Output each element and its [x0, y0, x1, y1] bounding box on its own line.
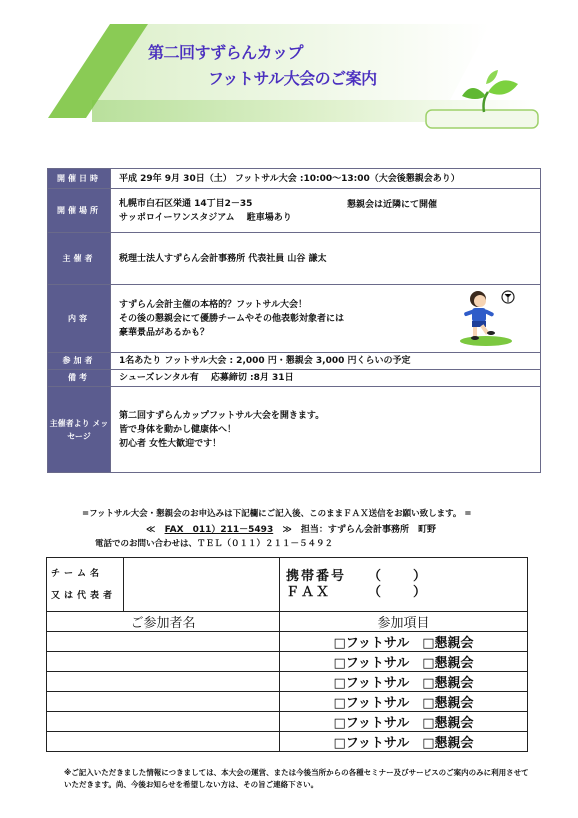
- fax-contact-line: [146, 522, 436, 535]
- party-checkbox[interactable]: □懇親会: [422, 636, 474, 651]
- value-venue: [111, 189, 541, 233]
- participant-row: [47, 692, 528, 712]
- title-line-1: 第二回すずらんカップ: [148, 43, 304, 62]
- message-line-1: 第二回すずらんカップフットサル大会を開きます。: [119, 410, 325, 421]
- participation-options: [280, 692, 528, 712]
- content-line-2: その後の懇親会にて優勝チームやその他表彰対象者には: [119, 313, 345, 324]
- label-remarks: 備考: [48, 370, 111, 387]
- message-line-3: 初心者 女性大歓迎です！: [119, 438, 222, 449]
- value-organizer: 税理士法人すずらん会計事務所 代表社員 山谷 謙太: [111, 233, 541, 285]
- participant-name-field[interactable]: [47, 672, 280, 692]
- contact-person: 担当：すずらん会計事務所 町野: [300, 525, 437, 535]
- party-checkbox[interactable]: □懇親会: [422, 716, 474, 731]
- fax-paren: （ ）: [368, 584, 429, 600]
- participant-header: ご参加者名: [47, 612, 280, 632]
- message-line-2: 皆で身体を動かし健康体へ！: [119, 424, 237, 435]
- label-message: 主催者より メッセージ: [48, 387, 111, 473]
- team-label: [47, 558, 124, 612]
- bracket-open: ≪: [146, 525, 156, 535]
- label-venue: 開催場所: [48, 189, 111, 233]
- futsal-checkbox[interactable]: □フットサル: [333, 696, 410, 711]
- futsal-checkbox[interactable]: □フットサル: [333, 676, 410, 691]
- party-checkbox[interactable]: □懇親会: [422, 656, 474, 671]
- soccer-girl-illustration: [456, 287, 520, 347]
- sprout-icon: [422, 70, 542, 132]
- futsal-checkbox[interactable]: □フットサル: [333, 716, 410, 731]
- venue-side-note: 懇親会は近隣にて開催: [347, 200, 438, 210]
- label-content: 内容: [48, 285, 111, 353]
- participant-row: [47, 732, 528, 752]
- team-label-line-1: チーム名: [51, 568, 104, 579]
- participant-name-field[interactable]: [47, 632, 280, 652]
- team-label-line-2: 又は代表者: [51, 590, 117, 601]
- participant-row: [47, 632, 528, 652]
- fax-number: FAX 011）211－5493: [164, 525, 274, 535]
- venue-stadium: サッポロイーワンスタジアム 駐車場あり: [119, 212, 292, 223]
- participant-name-field[interactable]: [47, 712, 280, 732]
- participation-options: [280, 732, 528, 752]
- phone-inquiry: 電話でのお問い合わせは、ＴＥＬ（０１１）２１１－５４９２: [95, 539, 334, 549]
- participant-name-field[interactable]: [47, 692, 280, 712]
- content-line-1: すずらん会計主催の本格的？フットサル大会！: [119, 299, 308, 310]
- participant-row: [47, 712, 528, 732]
- futsal-checkbox[interactable]: □フットサル: [333, 636, 410, 651]
- team-name-field[interactable]: [124, 558, 280, 612]
- privacy-footer-note: ※ご記入いただきました情報につきましては、本大会の運営、または今後当所からの各種セミナー及びサービスのご案内のみに利用させていただきます。尚、今後お知らせを希望しない方は、その旨ご連絡下さい。: [64, 768, 529, 789]
- participation-options: [280, 632, 528, 652]
- application-note: =フットサル大会・懇親会のお申込みは下記欄にご記入後、このままＦＡＸ送信をお願い致します。 =: [82, 509, 472, 519]
- party-checkbox[interactable]: □懇親会: [422, 696, 474, 711]
- value-date: 平成 29年 9月 30日（土） フットサル大会 :10:00～13:00（大会後懇親会あり）: [111, 169, 541, 189]
- items-header: 参加項目: [280, 612, 528, 632]
- futsal-checkbox[interactable]: □フットサル: [333, 736, 410, 751]
- participant-row: [47, 672, 528, 692]
- bracket-close: ≫: [282, 525, 292, 535]
- party-checkbox[interactable]: □懇親会: [422, 736, 474, 751]
- futsal-checkbox[interactable]: □フットサル: [333, 656, 410, 671]
- value-content: [111, 285, 541, 353]
- party-checkbox[interactable]: □懇親会: [422, 676, 474, 691]
- contact-field[interactable]: [280, 558, 528, 612]
- content-line-3: 豪華景品があるかも？: [119, 327, 210, 338]
- mobile-paren: （ ）: [368, 568, 429, 584]
- participation-options: [280, 652, 528, 672]
- event-info-table: [47, 168, 541, 473]
- label-date: 開催日時: [48, 169, 111, 189]
- mobile-label: 携帯番号: [286, 568, 347, 584]
- value-message: [111, 387, 541, 473]
- label-participants: 参加者: [48, 353, 111, 370]
- participation-options: [280, 672, 528, 692]
- value-participants: 1名あたり フットサル大会 : 2,000 円・懇親会 3,000 円くらいの予定: [111, 353, 541, 370]
- value-remarks: シューズレンタル有 応募締切 :8月 31日: [111, 370, 541, 387]
- venue-address: 札幌市白石区栄通 14丁目2－35: [119, 198, 253, 209]
- application-form: [46, 557, 528, 752]
- participant-row: [47, 652, 528, 672]
- participant-name-field[interactable]: [47, 652, 280, 672]
- title-line-2: フットサル大会のご案内: [208, 69, 377, 88]
- participant-name-field[interactable]: [47, 732, 280, 752]
- participation-options: [280, 712, 528, 732]
- fax-label: ＦＡＸ: [286, 584, 332, 600]
- label-organizer: 主催者: [48, 233, 111, 285]
